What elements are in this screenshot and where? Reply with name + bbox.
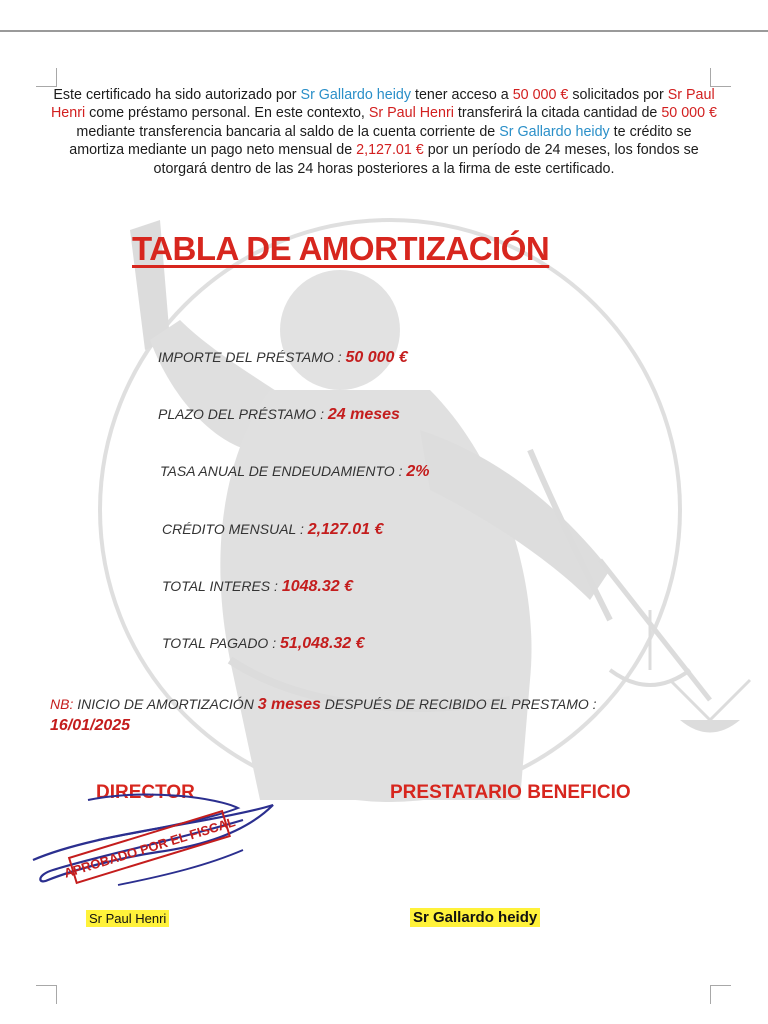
crop-mark-bottom-left — [36, 985, 57, 1004]
nb-label: NB: — [50, 696, 74, 712]
borrower-name: Sr Gallardo heidy — [410, 908, 540, 927]
loan-term-row — [158, 406, 400, 424]
row-label: PLAZO DEL PRÉSTAMO : — [158, 406, 328, 422]
top-divider — [0, 30, 768, 32]
lender-name-inline-2: Sr Paul Henri — [368, 105, 454, 122]
intro-text-2: tener acceso a — [411, 87, 513, 103]
monthly-payment-inline: 2,127.01 € — [356, 142, 424, 159]
row-value: 1048.32 € — [281, 578, 353, 595]
row-value: 2% — [406, 463, 430, 480]
intro-text-8: por un período de 24 meses, los fondos se otorgará dentro de las 24 horas posteriores a la firma de este certificado. — [153, 142, 699, 177]
intro-text-6: mediante transferencia bancaria al saldo de la cuenta corriente de — [76, 123, 500, 140]
borrower-name-inline-2: Sr Gallardo heidy — [499, 123, 610, 140]
row-value: 24 meses — [327, 406, 400, 423]
amortization-start-date: 16/01/2025 — [50, 717, 131, 734]
crop-mark-bottom-right — [710, 985, 731, 1004]
crop-mark-top-right — [710, 68, 731, 87]
page-title: TABLA DE AMORTIZACIÓN — [132, 230, 550, 267]
borrower-label: PRESTATARIO BENEFICIO — [390, 782, 631, 803]
borrower-name-inline: Sr Gallardo heidy — [300, 87, 411, 103]
intro-text-4: come préstamo personal. En este contexto, — [85, 105, 369, 122]
nb-text-1: INICIO DE AMORTIZACIÓN — [73, 696, 258, 712]
crop-mark-top-left — [36, 68, 57, 87]
intro-text-1: Este certificado ha sido autorizado por — [53, 87, 301, 103]
intro-text-7: te crédito se amortiza mediante un pago neto mensual de — [69, 123, 692, 159]
total-interest-row — [162, 578, 353, 596]
intro-paragraph — [48, 86, 720, 178]
intro-text-3: solicitados por — [568, 87, 668, 103]
row-value: 50 000 € — [345, 349, 408, 366]
nb-text-2: DESPUÉS DE RECIBIDO EL PRESTAMO : — [320, 696, 597, 712]
row-label: TOTAL PAGADO : — [162, 635, 280, 651]
intro-text-5: transferirá la citada cantidad de — [453, 105, 662, 122]
row-label: CRÉDITO MENSUAL : — [162, 521, 308, 537]
monthly-credit-row — [162, 521, 383, 539]
stamp-text: APROBADO POR EL FISCAL — [62, 814, 237, 881]
row-label: IMPORTE DEL PRÉSTAMO : — [158, 349, 346, 365]
row-label: TOTAL INTERES : — [162, 578, 282, 594]
loan-amount-inline: 50 000 € — [512, 87, 569, 103]
lender-name-inline: Sr Paul Henri — [50, 87, 715, 122]
director-name: Sr Paul Henri — [86, 910, 169, 927]
director-label: DIRECTOR — [96, 782, 195, 803]
nota-bene — [50, 694, 730, 736]
row-value: 2,127.01 € — [307, 521, 384, 538]
row-value: 51,048.32 € — [280, 635, 365, 652]
director-signature-stamp — [28, 790, 278, 910]
loan-amount-inline-2: 50 000 € — [661, 105, 717, 122]
nb-value: 3 meses — [257, 696, 321, 713]
total-paid-row — [162, 635, 365, 653]
loan-amount-row — [158, 349, 408, 367]
annual-rate-row — [160, 463, 429, 481]
row-label: TASA ANUAL DE ENDEUDAMIENTO : — [160, 463, 407, 479]
